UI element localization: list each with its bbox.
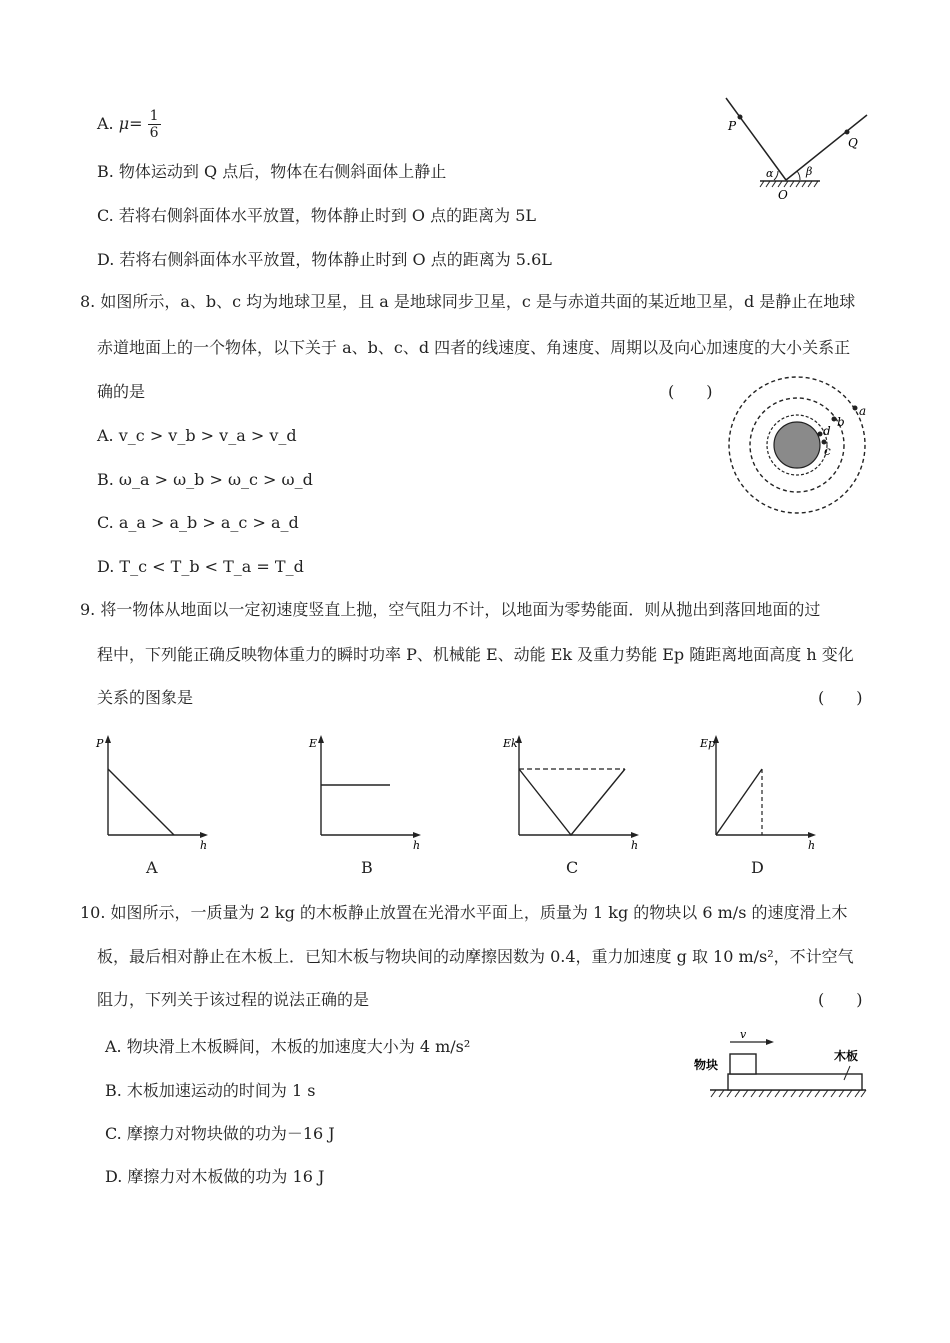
- y-label: Ek: [503, 737, 518, 750]
- y-label: Ep: [700, 737, 716, 750]
- beta-label: β: [806, 165, 813, 178]
- q10-answer-paren: ( ): [818, 990, 863, 1009]
- x-label: h: [808, 839, 816, 852]
- q9-graph-b: [309, 733, 429, 853]
- q7-option-a: [97, 108, 161, 141]
- ground-hatch: [760, 181, 818, 187]
- curve: [519, 769, 625, 835]
- q10-stem-line-3: 阻力，下列关于该过程的说法正确的是: [97, 990, 370, 1009]
- x-axis-arrow: [413, 832, 421, 838]
- q7-option-a-var: μ: [118, 114, 130, 133]
- fraction-denominator: 6: [149, 125, 159, 141]
- q10-option-d: D. 摩擦力对木板做的功为 16 J: [105, 1167, 325, 1186]
- q9-graph-d: [700, 733, 824, 853]
- y-label: P: [96, 737, 104, 750]
- q10-option-a: A. 物块滑上木板瞬间，木板的加速度大小为 4 m/s²: [105, 1037, 471, 1056]
- label-a: a: [859, 404, 867, 418]
- q9-graph-d-caption: D: [751, 858, 764, 877]
- label-d: d: [823, 424, 831, 438]
- q10-option-b: B. 木板加速运动的时间为 1 s: [105, 1081, 316, 1100]
- alpha-label: α: [766, 167, 774, 180]
- point-p-label: P: [728, 119, 737, 133]
- q8-answer-paren: ( ): [668, 382, 713, 401]
- block-label: 物块: [694, 1058, 719, 1072]
- q8-stem-line-1: 8. 如图所示，a、b、c 均为地球卫星，且 a 是地球同步卫星，c 是与赤道共面的某近地卫星，d 是静止在地球: [80, 292, 856, 311]
- q10-option-c: C. 摩擦力对物块做的功为－16 J: [105, 1124, 335, 1143]
- satellite-b: [832, 417, 837, 422]
- q7-option-a-fraction: [148, 108, 161, 141]
- q7-option-b: B. 物体运动到 Q 点后，物体在右侧斜面体上静止: [97, 162, 447, 181]
- q9-graph-a: [96, 733, 216, 853]
- q8-stem-line-2: 赤道地面上的一个物体，以下关于 a、b、c、d 四者的线速度、角速度、周期以及向心加速度的大小关系正: [97, 338, 851, 357]
- curve: [716, 769, 762, 835]
- fraction-numerator: 1: [149, 108, 159, 124]
- object-d: [818, 432, 823, 437]
- q7-option-a-eq: =: [129, 114, 143, 133]
- earth: [774, 422, 820, 468]
- x-label: h: [200, 839, 208, 852]
- board-label: 木板: [834, 1049, 859, 1063]
- x-axis-arrow: [631, 832, 639, 838]
- label-b: b: [837, 415, 845, 429]
- ground-hatch: [711, 1090, 866, 1097]
- point-q-label: Q: [848, 136, 858, 150]
- satellite-a: [853, 406, 858, 411]
- point-o-label: O: [778, 188, 788, 202]
- q8-orbit-figure: [727, 375, 877, 525]
- point-p-dot: [738, 115, 743, 120]
- q9-graph-b-caption: B: [361, 858, 373, 877]
- q9-graph-c-caption: C: [566, 858, 579, 877]
- q10-block-board-figure: [690, 1028, 880, 1103]
- q9-stem-line-1: 9. 将一物体从地面以一定初速度竖直上抛，空气阻力不计，以地面为零势能面．则从抛出到落回地面的过: [80, 600, 821, 619]
- left-incline: [726, 98, 786, 180]
- board: [728, 1074, 862, 1090]
- x-label: h: [631, 839, 639, 852]
- velocity-label: v: [740, 1028, 747, 1041]
- q7-option-a-prefix: A.: [97, 114, 114, 133]
- q9-stem-line-3: 关系的图象是: [97, 688, 194, 707]
- beta-arc: [797, 171, 800, 180]
- x-label: h: [413, 839, 421, 852]
- q8-option-d: D. T_c < T_b < T_a = T_d: [97, 557, 304, 576]
- q8-option-b: B. ω_a > ω_b > ω_c > ω_d: [97, 470, 313, 489]
- y-axis-arrow: [105, 735, 111, 743]
- q7-option-c: C. 若将右侧斜面体水平放置，物体静止时到 O 点的距离为 5L: [97, 206, 537, 225]
- block: [730, 1054, 756, 1074]
- q8-stem-line-3: 确的是: [97, 382, 146, 401]
- x-axis-arrow: [808, 832, 816, 838]
- q10-stem-line-1: 10. 如图所示，一质量为 2 kg 的木板静止放置在光滑水平面上，质量为 1 kg 的物块以 6 m/s 的速度滑上木: [80, 903, 848, 922]
- q8-option-a: A. v_c > v_b > v_a > v_d: [97, 426, 297, 445]
- q10-stem-line-2: 板，最后相对静止在木板上．已知木板与物块间的动摩擦因数为 0.4，重力加速度 g 取 10 m/s²，不计空气: [97, 947, 854, 966]
- q7-incline-figure: [720, 95, 880, 205]
- velocity-arrowhead: [766, 1039, 774, 1045]
- q7-option-d: D. 若将右侧斜面体水平放置，物体静止时到 O 点的距离为 5.6L: [97, 250, 552, 269]
- q8-option-c: C. a_a > a_b > a_c > a_d: [97, 513, 299, 532]
- point-q-dot: [845, 130, 850, 135]
- y-label: E: [309, 737, 318, 750]
- q9-answer-paren: ( ): [818, 688, 863, 707]
- y-axis-arrow: [318, 735, 324, 743]
- alpha-arc: [774, 171, 778, 180]
- label-c: c: [824, 444, 831, 458]
- q9-graph-c: [503, 733, 647, 853]
- curve: [108, 769, 174, 835]
- q9-graph-a-caption: A: [146, 858, 158, 877]
- x-axis-arrow: [200, 832, 208, 838]
- q9-stem-line-2: 程中，下列能正确反映物体重力的瞬时功率 P、机械能 E、动能 Ek 及重力势能 Ep 随距离地面高度 h 变化: [97, 645, 854, 664]
